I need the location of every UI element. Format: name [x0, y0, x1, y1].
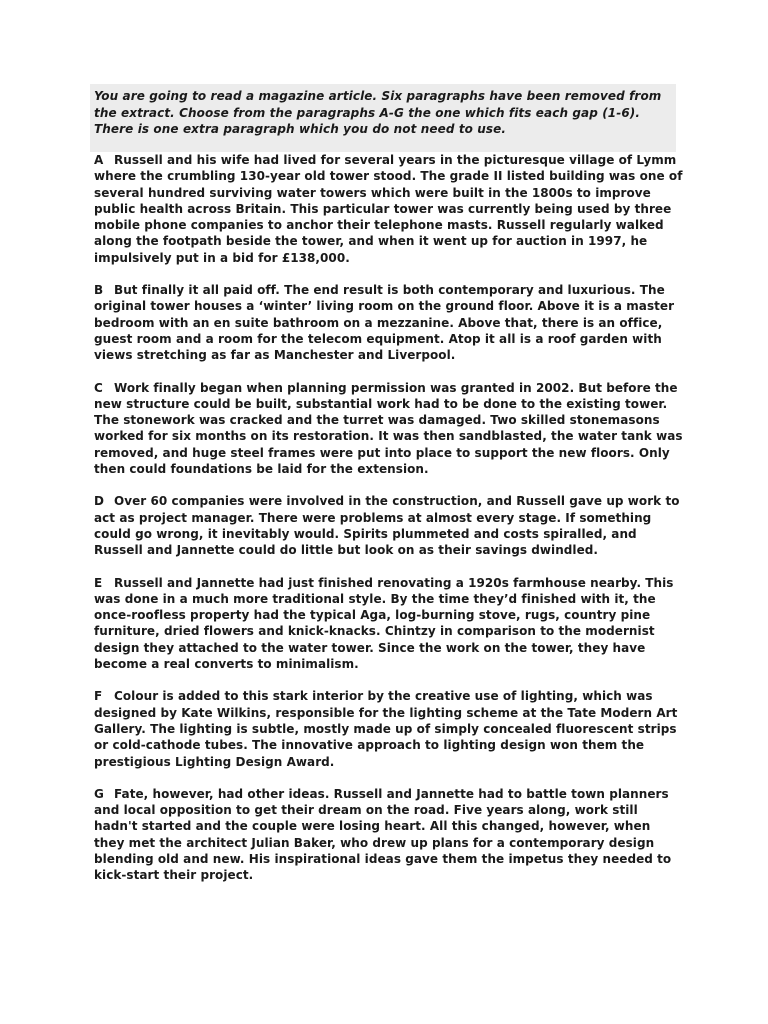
paragraph-letter: C [94, 380, 103, 395]
paragraph-text: Fate, however, had other ideas. Russell and Jannette had to battle town planners and local opposition to get their dream on the road. Five years along, work still hadn't started and the couple were losing heart. All this changed, however, when they met the architect Julian Baker, who drew up plans for a contemporary design blending old and new. His inspirational ideas gave them the impetus they needed to kick-start their project. [94, 786, 672, 883]
paragraph-letter: F [94, 689, 103, 704]
paragraph-letter: G [94, 786, 104, 801]
paragraph-c [94, 380, 684, 478]
paragraph-list [94, 152, 684, 900]
paragraph-text: Russell and his wife had lived for several years in the picturesque village of Lymm where the crumbling 130-year old tower stood. The grade II listed building was one of several hundred surviving water towers which were built in the 1800s to improve public health across Britain. This particular tower was currently being used by three mobile phone companies to anchor their telephone masts. Russell regularly walked along the footpath beside the tower, and when it went up for auction in 1997, he impulsively put in a bid for £138,000. [94, 153, 683, 265]
paragraph-letter: A [94, 153, 104, 167]
paragraph-text: Work finally began when planning permission was granted in 2002. But before the new structure could be built, substantial work had to be done to the existing tower. The stonework was cracked and the turret was damaged. Two skilled stonemasons worked for six months on its restoration. It was then sandblasted, the water tank was removed, and huge steel frames were put into place to support the new floors. Only then could foundations be laid for the extension. [94, 380, 683, 477]
paragraph-text: Colour is added to this stark interior by the creative use of lighting, which was designed by Kate Wilkins, responsible for the lighting scheme at the Tate Modern Art Gallery. The lighting is subtle, mostly made up of simply concealed fluorescent strips or cold-cathode tubes. The innovative approach to lighting design won them the prestigious Lighting Design Award. [94, 689, 678, 769]
paragraph-a [94, 152, 684, 266]
paragraph-text: Over 60 companies were involved in the construction, and Russell gave up work to act as project manager. There were problems at almost every stage. If something could go wrong, it inevitably would. Spirits plummeted and costs spiralled, and Russell and Jannette could do little but look on as their savings dwindled. [94, 494, 680, 558]
paragraph-text: Russell and Jannette had just finished renovating a 1920s farmhouse nearby. This was done in a much more traditional style. By the time they’d finished with it, the once-roofless property had the typical Aga, log-burning stove, rugs, country pine furniture, dried flowers and knick-knacks. Chintzy in comparison to the modernist design they attached to the water tower. Since the work on the tower, they have become a real converts to minimalism. [94, 575, 674, 672]
instructions-box [90, 84, 676, 152]
paragraph-e [94, 575, 684, 673]
instructions-text: You are going to read a magazine article. Six paragraphs have been removed from the extract. Choose from the paragraphs A-G the one which fits each gap (1-6). There is one extra paragraph which you do not need to use. [94, 89, 662, 136]
paragraph-letter: B [94, 283, 104, 298]
paragraph-letter: D [94, 494, 105, 509]
paragraph-text: But finally it all paid off. The end result is both contemporary and luxurious. The original tower houses a ‘winter’ living room on the ground floor. Above it is a master bedroom with an en suite bathroom on a mezzanine. Above that, there is an office, guest room and a room for the telecom equipment. Atop it all is a roof garden with views stretching as far as Manchester and Liverpool. [94, 283, 675, 363]
paragraph-letter: E [94, 575, 103, 590]
paragraph-f [94, 688, 684, 769]
paragraph-g [94, 786, 684, 884]
paragraph-b [94, 282, 684, 363]
paragraph-d [94, 493, 684, 558]
